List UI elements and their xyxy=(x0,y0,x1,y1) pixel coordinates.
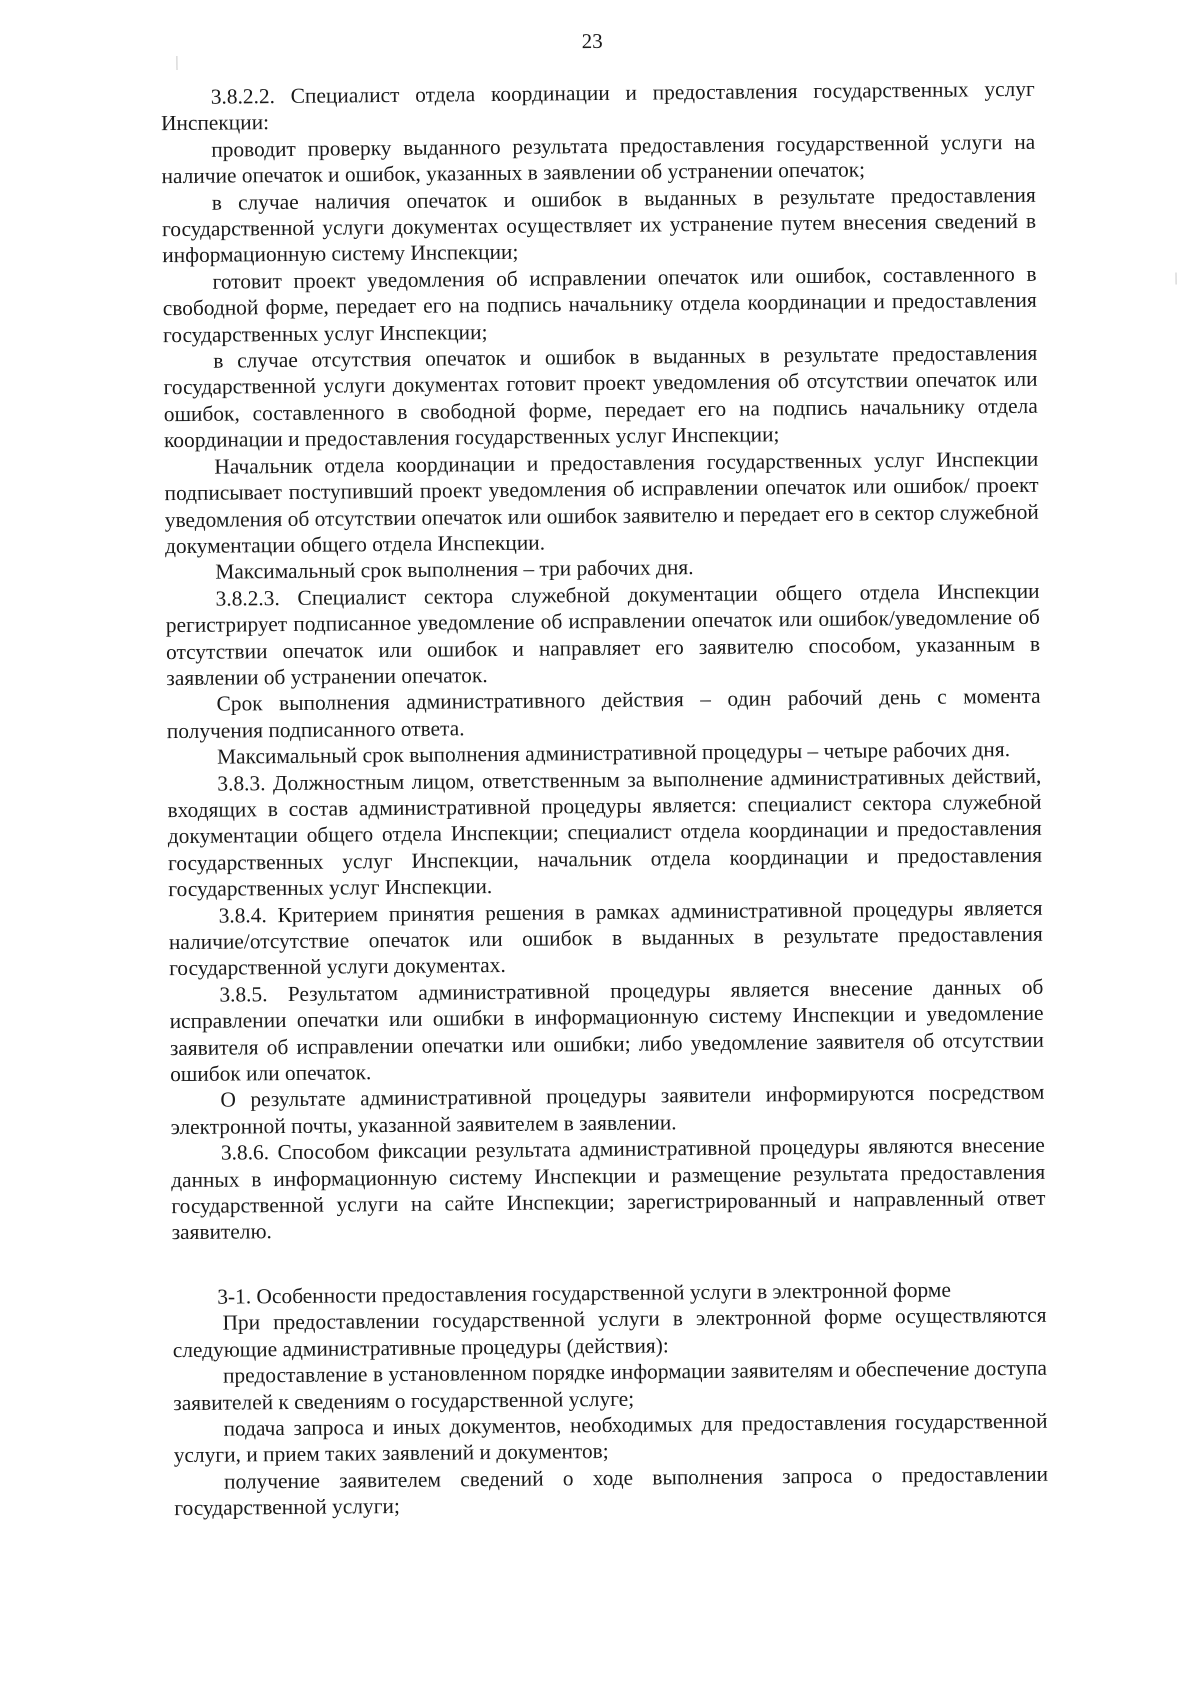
section-paragraph-request-status: получение заявителем сведений о ходе выполнения запроса о предоставлении государственной услуги; xyxy=(174,1461,1049,1521)
section-paragraph-request-submission: подача запроса и иных документов, необходимых для предоставления государственной услуги, и прием таких заявлений и документов; xyxy=(173,1408,1048,1468)
paragraph-3-8-4: 3.8.4. Критерием принятия решения в рамках административной процедуры является наличие/отсутствие опечаток или ошибок в выданных в результате предоставления государственной услуги документах. xyxy=(168,895,1043,981)
paragraph-3-8-3: 3.8.3. Должностным лицом, ответственным за выполнение административных действий, входящих в состав административной процедуры является: специалист сектора служебной документации общего отдела Инспекции; специалист отдела координации и предоставления государственных услуг Инспекции, начальник отдела координации и предоставления государственных услуг Инспекции. xyxy=(167,763,1043,902)
paragraph-head-signs: Начальник отдела координации и предоставления государственных услуг Инспекции подписывает поступивший проект уведомления об исправлении опечаток или ошибок/ проект уведомления об отсутствии опечаток или ошибок заявителю и передает его в сектор служебной документации общего отдела Инспекции. xyxy=(164,446,1039,559)
paragraph-errors-found: в случае наличия опечаток и ошибок в выданных в результате предоставления государственной услуги документах осуществляет их устранение путем внесения сведений в информационную систему Инспекции; xyxy=(161,182,1037,268)
paragraph-result-notification: О результате административной процедуры заявители информируются посредством электронной почты, указанной заявителем в заявлении. xyxy=(170,1080,1045,1139)
document-body xyxy=(161,76,1049,1522)
paragraph-3-8-2-3: 3.8.2.3. Специалист сектора служебной документации общего отдела Инспекции регистрирует подписанное уведомление об исправлении опечаток или ошибок/уведомление об отсутствии опечаток или ошибок и направляет его заявителю способом, указанным в заявлении об устранении опечаток. xyxy=(165,578,1041,691)
paragraph-action-term: Срок выполнения административного действия – один рабочий день с момента получения подписанного ответа. xyxy=(166,684,1041,743)
paragraph-max-term-four-days: Максимальный срок выполнения административной процедуры – четыре рабочих дня. xyxy=(216,737,1011,769)
section-title: 3-1. Особенности предоставления государственной услуги в электронной форме xyxy=(217,1277,951,1309)
paragraph-prepare-correction-notice: готовит проект уведомления об исправлении опечаток или ошибок, составленного в свободной форме, передает его на подпись начальнику отдела координации и предоставления государственных услуг Инспекции; xyxy=(162,261,1037,347)
paragraph-3-8-5: 3.8.5. Результатом административной процедуры является внесение данных об исправлении опечатки или ошибки в информационную систему Инспекции и уведомление заявителя об исправлении опечатки или ошибки; либо уведомление заявителя об отсутствии ошибок или опечаток. xyxy=(169,974,1044,1087)
page-number: 23 xyxy=(581,28,603,54)
paragraph-check-result: проводит проверку выданного результата предоставления государственной услуги на наличие опечаток и ошибок, указанных в заявлении об устранении опечаток; xyxy=(161,129,1036,189)
section-paragraph-information: предоставление в установленном порядке информации заявителям и обеспечение доступа заявителей к сведениям о государственной услуге; xyxy=(173,1355,1048,1415)
section-paragraph-intro: При предоставлении государственной услуги в электронной форме осуществляются следующие административные процедуры (действия): xyxy=(172,1303,1047,1362)
scan-mark-left xyxy=(176,56,177,70)
paragraph-3-8-2-2: 3.8.2.2. Специалист отдела координации и предоставления государственных услуг Инспекции: xyxy=(160,76,1035,136)
scan-mark-right xyxy=(1175,272,1176,284)
paragraph-3-8-6: 3.8.6. Способом фиксации результата административной процедуры являются внесение данных в информационную систему Инспекции и размещение результата предоставления государственной услуги на сайте Инспекции; зарегистрированный и направленный ответ заявителю. xyxy=(171,1132,1046,1245)
paragraph-max-term-three-days: Максимальный срок выполнения – три рабочих дня. xyxy=(215,555,694,584)
paragraph-no-errors: в случае отсутствия опечаток и ошибок в выданных в результате предоставления государственной услуги документах готовит проект уведомления об отсутствии опечаток или ошибок, составленного в свободной форме, передает его на подпись начальнику отдела координации и предоставления государственных услуг Инспекции; xyxy=(163,340,1038,453)
